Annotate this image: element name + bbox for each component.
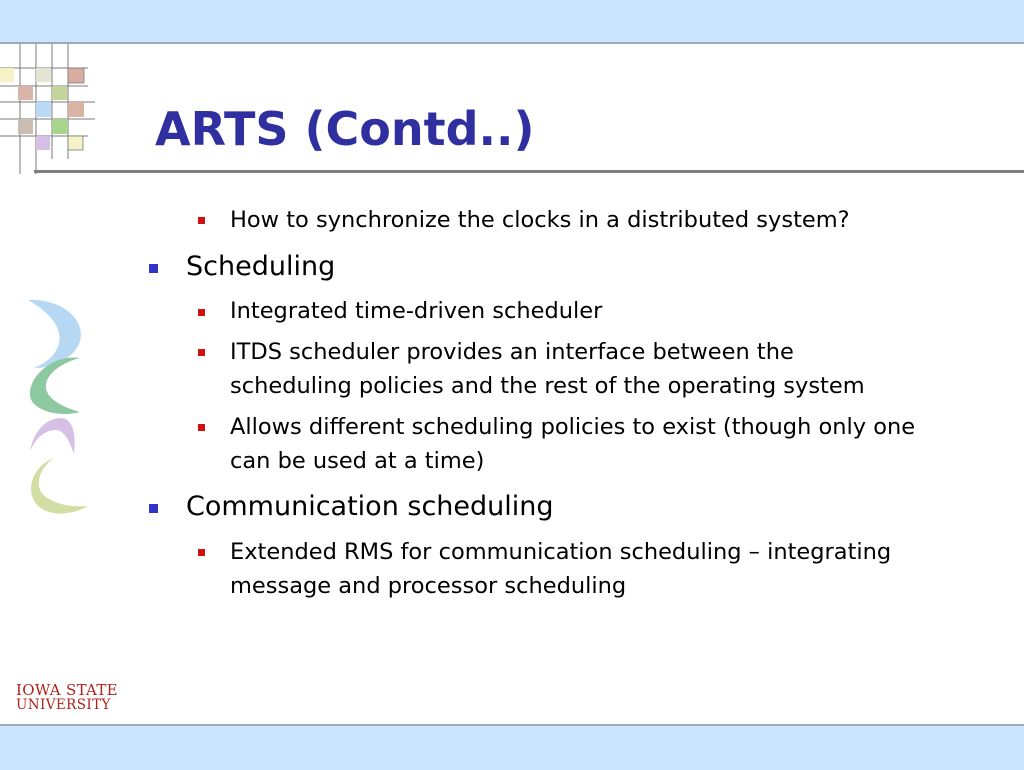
bullet-marker-red	[198, 424, 205, 431]
bullet-text-line-1: ITDS scheduler provides an interface between the	[230, 339, 794, 365]
bullet-text: How to synchronize the clocks in a distributed system?	[230, 207, 850, 233]
bullet-marker-red	[198, 549, 205, 556]
top-band	[0, 0, 1024, 44]
bullet-text-line-2: can be used at a time)	[230, 448, 485, 474]
decorative-grid	[0, 44, 100, 174]
bullet-marker-red	[198, 349, 205, 356]
bullet-text: Scheduling	[186, 251, 336, 282]
logo-line-2: UNIVERSITY	[16, 697, 111, 713]
bullet-marker-red	[198, 217, 205, 224]
bullet-text-line-2: scheduling policies and the rest of the operating system	[230, 373, 865, 399]
bullet-marker-blue	[149, 504, 158, 513]
decorative-crescents	[18, 296, 90, 522]
bullet-text: Integrated time-driven scheduler	[230, 298, 603, 324]
bullet-text-line-1: Allows different scheduling policies to exist (though only one	[230, 414, 916, 440]
bullet-text-line-2: message and processor scheduling	[230, 573, 627, 599]
logo-line-1: IOWA STATE	[16, 681, 118, 699]
title-divider	[34, 170, 1024, 173]
slide-title: ARTS (Contd..)	[155, 102, 535, 156]
bullet-marker-red	[198, 309, 205, 316]
bullet-text: Communication scheduling	[186, 491, 554, 522]
bullet-text-line-1: Extended RMS for communication scheduling – integrating	[230, 539, 892, 565]
university-logo	[16, 683, 118, 713]
bottom-band	[0, 724, 1024, 770]
bullet-marker-blue	[149, 264, 158, 273]
